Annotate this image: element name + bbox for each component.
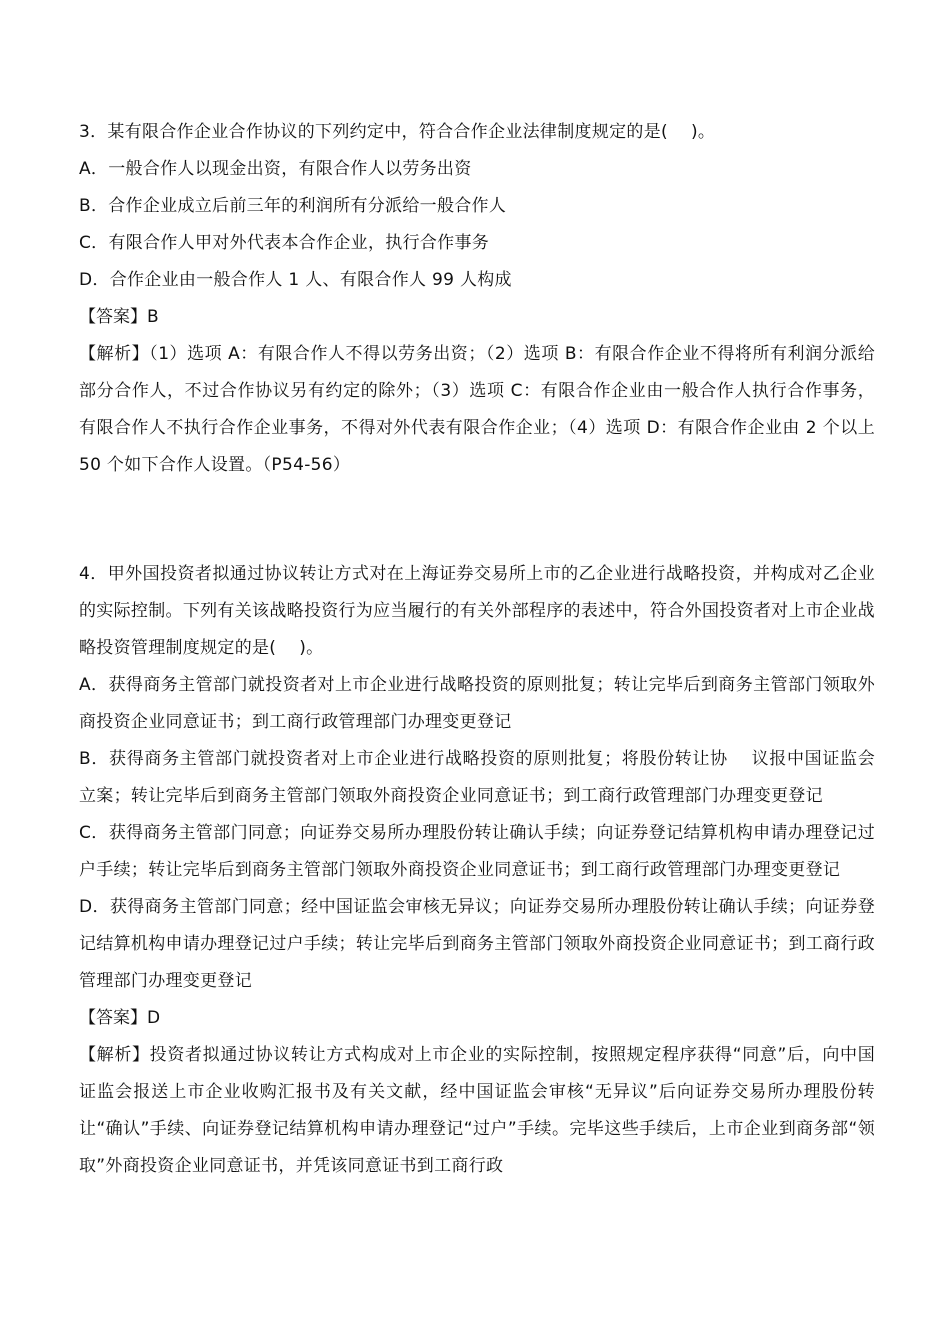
answer: 【答案】B	[79, 307, 159, 327]
option-c: C．获得商务主管部门同意；向证券交易所办理股份转让确认手续；向证券登记结算机构申请办理登记过户手续；转让完毕后到商务主管部门领取外商投资企业同意证书；到工商行政管理部门办理变更登记	[79, 823, 875, 880]
analysis: 【解析】（1）选项 A：有限合作人不得以劳务出资；（2）选项 B：有限合作企业不得将所有利润分派给部分合作人，不过合作协议另有约定的除外；（3）选项 C：有限合作企业由一般合作人执行合作事务，有限合作人不执行合作企业事务，不得对外代表有限合作企业；（4）选项 D：有限合作企业由 2 个以上 50 个如下合作人设置。（P54-56）	[79, 344, 875, 475]
analysis: 【解析】投资者拟通过协议转让方式构成对上市企业的实际控制，按照规定程序获得“同意”后，向中国证监会报送上市企业收购汇报书及有关文献，经中国证监会审核“无异议”后向证券交易所办理股份转让“确认”手续、向证券登记结算机构申请办理登记“过户”手续。完毕这些手续后，上市企业到商务部“领取”外商投资企业同意证书，并凭该同意证书到工商行政	[79, 1045, 875, 1176]
question-4	[79, 556, 875, 1185]
answer: 【答案】D	[79, 1008, 161, 1028]
question-stem: 3．某有限合作企业合作协议的下列约定中，符合合作企业法律制度规定的是( )。	[79, 122, 716, 142]
question-3	[79, 114, 875, 484]
option-b: B．获得商务主管部门就投资者对上市企业进行战略投资的原则批复；将股份转让协 议报中国证监会立案；转让完毕后到商务主管部门领取外商投资企业同意证书；到工商行政管理部门办理变更登记	[79, 749, 875, 806]
option-b: B．合作企业成立后前三年的利润所有分派给一般合作人	[79, 196, 507, 216]
option-a: A．一般合作人以现金出资，有限合作人以劳务出资	[79, 159, 472, 179]
option-d: D．获得商务主管部门同意；经中国证监会审核无异议；向证券交易所办理股份转让确认手续；向证券登记结算机构申请办理登记过户手续；转让完毕后到商务主管部门领取外商投资企业同意证书；到工商行政管理部门办理变更登记	[79, 897, 875, 991]
option-d: D．合作企业由一般合作人 1 人、有限合作人 99 人构成	[79, 270, 512, 290]
question-stem: 4．甲外国投资者拟通过协议转让方式对在上海证券交易所上市的乙企业进行战略投资，并构成对乙企业的实际控制。下列有关该战略投资行为应当履行的有关外部程序的表述中，符合外国投资者对上市企业战略投资管理制度规定的是( )。	[79, 564, 875, 658]
option-c: C．有限合作人甲对外代表本合作企业，执行合作事务	[79, 233, 490, 253]
option-a: A．获得商务主管部门就投资者对上市企业进行战略投资的原则批复；转让完毕后到商务主管部门领取外商投资企业同意证书；到工商行政管理部门办理变更登记	[79, 675, 875, 732]
